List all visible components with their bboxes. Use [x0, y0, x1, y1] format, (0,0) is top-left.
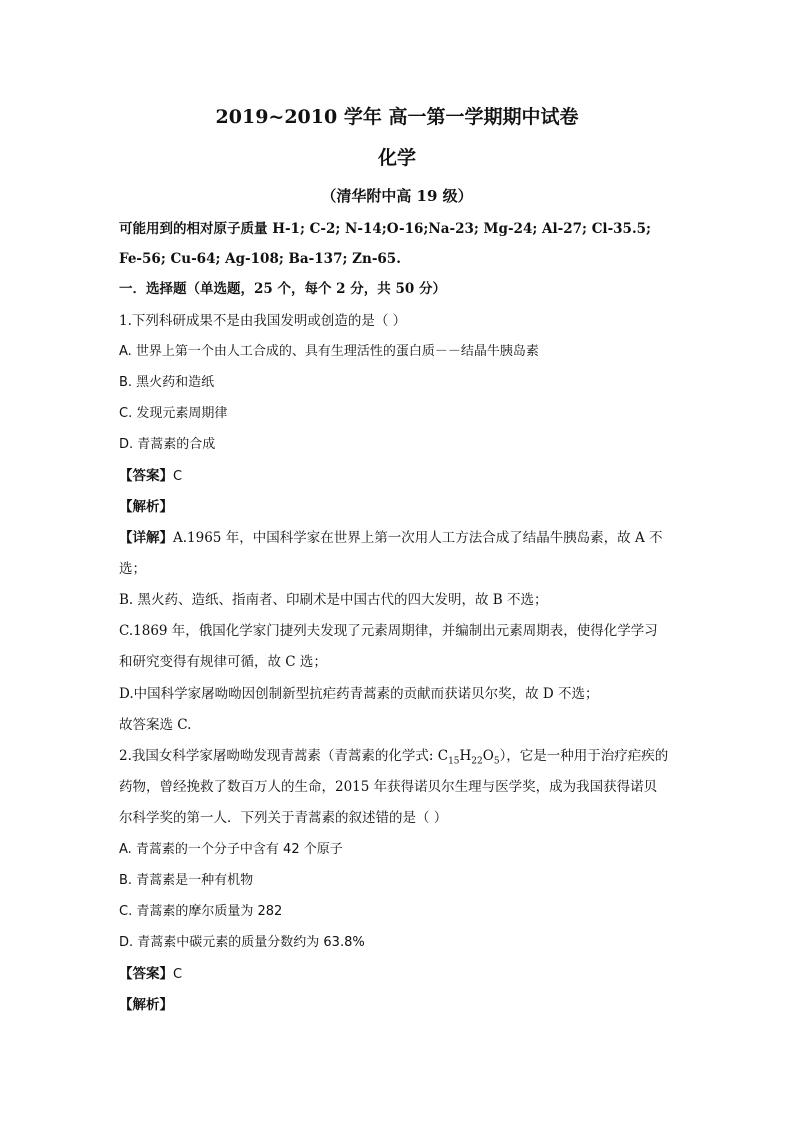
q1-answer-value: C: [173, 469, 183, 484]
q2-stem-post: ），它是一种用于治疗疟疾的: [499, 748, 669, 764]
q2-formula-h: H: [459, 748, 472, 764]
q2-formula-c-sub: 15: [448, 756, 460, 767]
q1-answer: [119, 466, 182, 487]
atomic-masses-line-2: Fe-56; Cu-64; Ag-108; Ba-137; Zn-65.: [119, 251, 401, 267]
q2-formula-h-sub: 22: [471, 756, 483, 767]
q2-option-c: C. 青蒿素的摩尔质量为 282: [119, 904, 283, 919]
q1-detail-a-text: A.1965 年，中国科学家在世界上第一次用人工方法合成了结晶牛胰岛素，故 A 不: [173, 530, 663, 546]
q1-detail-d: D.中国科学家屠呦呦因创制新型抗疟药青蒿素的贡献而获诺贝尔奖，故 D 不选；: [119, 686, 599, 702]
q2-stem-line-2: 药物，曾经挽救了数百万人的生命，2015 年获得诺贝尔生理与医学奖，成为我国获得诺贝: [119, 779, 658, 795]
q1-option-d: D. 青蒿素的合成: [119, 437, 216, 452]
q2-answer-label: 【答案】: [119, 966, 173, 982]
q1-detail-c-1: C.1869 年，俄国化学家门捷列夫发现了元素周期律，并编制出元素周期表，使得化学学习: [119, 623, 658, 639]
q2-option-a: A. 青蒿素的一个分子中含有 42 个原子: [119, 842, 343, 857]
school-subtitle: （清华附中高 19 级）: [321, 187, 473, 205]
q1-conclusion: 故答案选 C.: [119, 717, 192, 733]
q1-detail-a-2: 选；: [119, 561, 146, 577]
q1-detail-a-1: [119, 528, 663, 548]
subject-title: 化学: [377, 147, 416, 169]
q2-analysis-label: 【解析】: [119, 997, 173, 1013]
q2-stem-line-3: 尔科学奖的第一人．下列关于青蒿素的叙述错的是（ ）: [119, 810, 448, 826]
q2-option-d: D. 青蒿素中碳元素的质量分数约为 63.8%: [119, 935, 365, 950]
q2-answer: [119, 964, 182, 985]
q2-stem-line-1: [119, 746, 668, 766]
q1-detail-b: B. 黑火药、造纸、指南者、印刷术是中国古代的四大发明，故 B 不选；: [119, 592, 548, 608]
q2-answer-value: C: [173, 967, 183, 982]
q2-formula-o-sub: 5: [493, 756, 500, 767]
exam-title: 2019~2010 学年 高一第一学期期中试卷: [215, 106, 579, 128]
atomic-masses-line-1: 可能用到的相对原子质量 H-1; C-2; N-14;O-16;Na-23; Mg-24; Al-27; Cl-35.5;: [119, 221, 652, 237]
q2-option-b: B. 青蒿素是一种有机物: [119, 873, 254, 888]
q1-option-b: B. 黑火药和造纸: [119, 375, 215, 390]
q2-formula-o: O: [482, 748, 494, 764]
q1-detail-label: 【详解】: [119, 530, 173, 546]
q1-option-c: C. 发现元素周期律: [119, 406, 228, 421]
q1-analysis-label: 【解析】: [119, 499, 173, 515]
q1-option-a: A. 世界上第一个由人工合成的、具有生理活性的蛋白质－－结晶牛胰岛素: [119, 344, 539, 359]
q1-stem: 1.下列科研成果不是由我国发明或创造的是（ ）: [119, 313, 407, 329]
q1-detail-c-2: 和研究变得有规律可循，故 C 选；: [119, 654, 327, 670]
section-heading: 一．选择题（单选题，25 个，每个 2 分，共 50 分）: [119, 281, 446, 297]
q1-answer-label: 【答案】: [119, 468, 173, 484]
q2-stem-pre: 2.我国女科学家屠呦呦发现青蒿素（青蒿素的化学式: C: [119, 748, 449, 764]
